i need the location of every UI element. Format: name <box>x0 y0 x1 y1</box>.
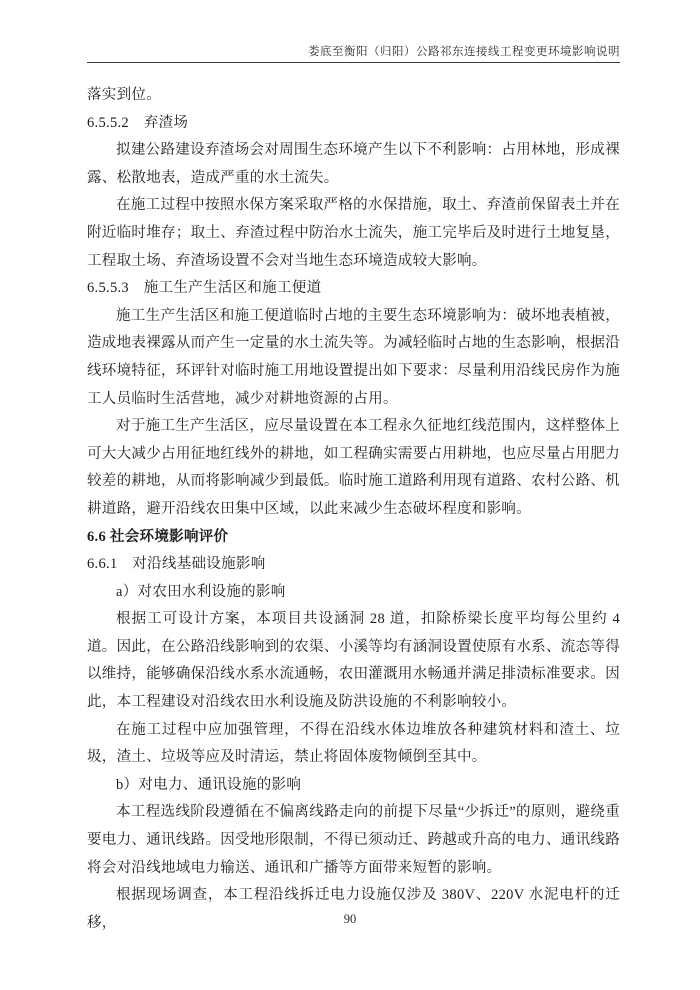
page-footer <box>0 912 700 927</box>
paragraph-power-telecom-1: 本工程选线阶段遵循在不偏离线路走向的前提下尽量“少拆迁”的原则，避绕重要电力、通讯线路。因受地形限制，不得已须动迁、跨越或升高的电力、通讯线路将会对沿线地域电力输送、通讯和广播等方面带来短暂的影响。 <box>87 804 620 876</box>
subitem-b-heading: b）对电力、通讯设施的影响 <box>116 776 302 793</box>
subitem-a-heading: a）对农田水利设施的影响 <box>116 583 286 600</box>
paragraph-irrigation-1: 根据工可设计方案，本项目共设涵洞 28 道，扣除桥梁长度平均每公里约 4 道。因此，在公路沿线影响到的农渠、小溪等均有涵洞设置使原有水系、流态等得以维持，能够确保沿线水系水流通畅，农田灌溉用水畅通并满足排渍标准要求。因此，本工程建设对沿线农田水利设施及防洪设施的不利影响较小。 <box>87 611 620 711</box>
section-heading-6-6: 6.6 社会环境影响评价 <box>87 528 229 545</box>
paragraph-camp-roads-1: 施工生产生活区和施工便道临时占地的主要生态环境影响为：破坏地表植被，造成地表裸露从而产生一定量的水土流失等。为减轻临时占地的生态影响，根据沿线环境特征，环评针对临时施工用地设置提出如下要求：尽量利用沿线民房作为施工人员临时生活营地，减少对耕地资源的占用。 <box>87 307 620 407</box>
paragraph-irrigation-2: 在施工过程中应加强管理，不得在沿线水体边堆放各种建筑材料和渣土、垃圾，渣土、垃圾等应及时清运，禁止将固体废物倾倒至其中。 <box>87 721 620 766</box>
section-heading-6-5-5-2: 6.5.5.2 弃渣场 <box>87 114 189 131</box>
document-body <box>87 82 620 937</box>
section-heading-6-5-5-3: 6.5.5.3 施工生产生活区和施工便道 <box>87 280 322 297</box>
section-heading-6-6-1: 6.6.1 对沿线基础设施影响 <box>87 556 266 573</box>
paragraph-power-telecom-2: 根据现场调查，本工程沿线拆迁电力设施仅涉及 380V、220V 水泥电杆的迁移， <box>87 887 620 931</box>
paragraph-camp-roads-2: 对于施工生产生活区，应尽量设置在本工程永久征地红线范围内，这样整体上可大大减少占用征地红线外的耕地，如工程确实需要占用耕地，也应尽量占用肥力较差的耕地，从而将影响减少到最低。临时施工道路利用现有道路、农村公路、机耕道路，避开沿线农田集中区域，以此来减少生态破坏程度和影响。 <box>87 418 620 517</box>
header-rule <box>87 62 620 63</box>
paragraph-spoil-ground-1: 拟建公路建设弃渣场会对周围生态环境产生以下不利影响：占用林地，形成裸露、松散地表，造成严重的水土流失。 <box>87 142 620 186</box>
paragraph-carryover: 落实到位。 <box>87 87 161 103</box>
page-number: 90 <box>343 912 357 926</box>
paragraph-spoil-ground-2: 在施工过程中按照水保方案采取严格的水保措施，取土、弃渣前保留表土并在附近临时堆存；取土、弃渣过程中防治水土流失，施工完毕后及时进行土地复垦，工程取土场、弃渣场设置不会对当地生态环境造成较大影响。 <box>87 197 620 269</box>
running-title: 娄底至衡阳（归阳）公路祁东连接线工程变更环境影响说明 <box>308 46 620 58</box>
